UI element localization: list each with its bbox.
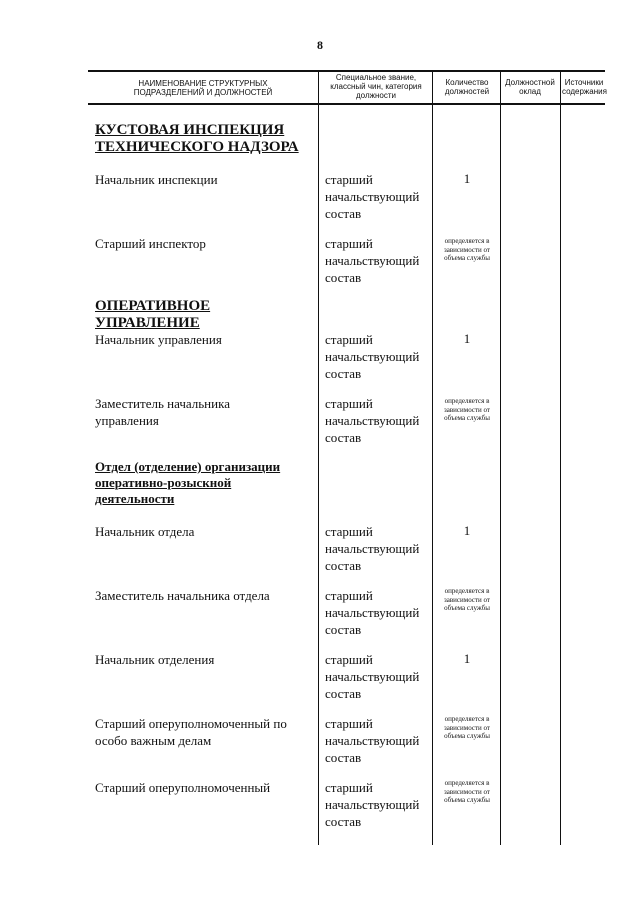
row-rank: старший начальствующий состав: [325, 524, 420, 573]
column-divider-3: [500, 72, 501, 845]
row-count: 1: [463, 523, 471, 538]
row-rank: старший начальствующий состав: [325, 396, 420, 445]
header-salary: Должностной оклад: [505, 78, 555, 96]
row-rank: старший начальствующий состав: [325, 780, 420, 829]
row-name: Начальник управления: [95, 332, 222, 347]
row-rank: старший начальствующий состав: [325, 716, 420, 765]
row-rank: старший начальствующий состав: [325, 172, 420, 221]
row-count-note: определяется в зависимости от объема службы: [443, 587, 490, 612]
row-rank: старший начальствующий состав: [325, 652, 420, 701]
row-rank: старший начальствующий состав: [325, 236, 420, 285]
row-name: Старший оперуполномоченный по особо важным делам: [95, 716, 287, 748]
row-count-note: определяется в зависимости от объема службы: [443, 715, 490, 740]
section-heading-department: Отдел (отделение) организации оперативно-розыскной деятельности: [95, 459, 281, 506]
page-number: 8: [317, 38, 323, 52]
row-name: Старший оперуполномоченный: [95, 780, 271, 795]
header-structure-names: НАИМЕНОВАНИЕ СТРУКТУРНЫХ ПОДРАЗДЕЛЕНИЙ И ДОЛЖНОСТЕЙ: [133, 79, 273, 97]
row-count: 1: [463, 651, 471, 666]
section-heading-inspection: КУСТОВАЯ ИНСПЕКЦИЯ ТЕХНИЧЕСКОГО НАДЗОРА: [95, 122, 299, 155]
row-count-note: определяется в зависимости от объема службы: [443, 237, 490, 262]
column-divider-4: [560, 72, 561, 845]
table-top-border: [88, 70, 605, 72]
row-name: Старший инспектор: [95, 236, 206, 251]
row-count: 1: [463, 331, 471, 346]
header-rank: Специальное звание, классный чин, категория должности: [330, 73, 422, 100]
row-count: 1: [463, 171, 471, 186]
row-name: Начальник инспекции: [95, 172, 218, 187]
row-count-note: определяется в зависимости от объема службы: [443, 779, 490, 804]
row-count-note: определяется в зависимости от объема службы: [443, 397, 490, 422]
row-rank: старший начальствующий состав: [325, 588, 420, 637]
row-name: Заместитель начальника отдела: [95, 588, 270, 603]
section-heading-operational: ОПЕРАТИВНОЕ УПРАВЛЕНИЕ: [95, 298, 211, 331]
header-sources: Источники содержания: [562, 78, 607, 96]
row-rank: старший начальствующий состав: [325, 332, 420, 381]
column-divider-1: [318, 72, 319, 845]
header-bottom-border: [88, 103, 605, 105]
row-name: Заместитель начальника управления: [95, 396, 230, 428]
row-name: Начальник отдела: [95, 524, 195, 539]
row-name: Начальник отделения: [95, 652, 215, 667]
header-count: Количество должностей: [444, 78, 490, 96]
